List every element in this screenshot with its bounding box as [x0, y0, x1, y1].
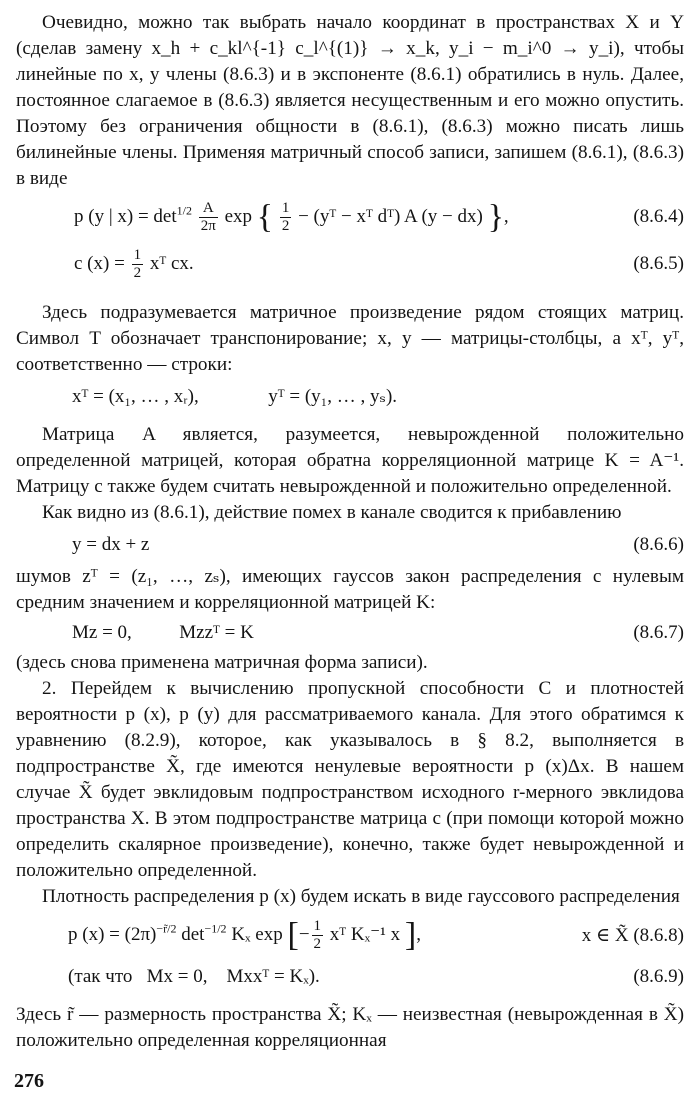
paragraph-2: Здесь подразумевается матричное произведение рядом стоящих матриц. Символ T обозначает транспонирование; x, y — матрицы-столбцы, а xᵀ, yᵀ, соответственно — строки: [16, 302, 684, 375]
paragraph-6: (здесь снова применена матричная форма записи). [16, 652, 428, 673]
equation-tag: (8.6.9) [633, 966, 684, 987]
equation-transposed-rows: xᵀ = (x₁, … , xᵣ), yᵀ = (y₁, … , yₛ). [72, 385, 398, 407]
paragraph-4: Как видно из (8.6.1), действие помех в канале сводится к прибавлению [42, 502, 622, 523]
equation-8-6-7: Mz = 0, Mzzᵀ = K (8.6.7) [72, 622, 684, 643]
fraction-one-half: $\frac{1}{2}$ [133, 246, 142, 281]
page-number: 276 [14, 1070, 44, 1092]
paragraph-5: шумов zᵀ = (z₁, …, zₛ), имеющих гауссов закон распределения с нулевым средним значением и корреляционной матрицей K: [16, 566, 684, 613]
paragraph-3: Матрица A является, разумеется, невырожденной положительно определенной матрицей, которая обратна корреляционной матрице K = A⁻¹. Матрицу c также будем считать невырожденной и положительно определенной. [16, 424, 684, 497]
page-body [16, 10, 684, 1054]
paragraph-9: Здесь r̃ — размерность пространства X̃; Kₓ — неизвестная (невырожденная в X̃) положительно определенная корреляционная [16, 1004, 684, 1051]
paragraph-1: Очевидно, можно так выбрать начало координат в пространствах X и Y (сделав замену x_h + c_kl^{-1} c_l^{(1)} → x_k, y_i − m_i^0 → y_i), чтобы линейные по x, y члены (8.6.3) и в экспоненте (8.6.1) обратились в нуль. Далее, постоянное слагаемое в (8.6.3) является несущественным и его можно опустить. Поэтому без ограничения общности в (8.6.1), (8.6.3) можно писать лишь билинейные члены. Применяя матричный способ записи, запишем (8.6.1), (8.6.3) в виде [16, 12, 684, 189]
equation-8-6-9: (так что Mx = 0, Mxxᵀ = Kₓ). (8.6.9) [68, 966, 684, 987]
equation-tag: (8.6.5) [633, 253, 684, 274]
equation-tag: x ∈ X̃ (8.6.8) [581, 924, 684, 946]
equation-tag: (8.6.4) [633, 206, 684, 227]
fraction-a-over-2pi: $\frac{A}{2\pi}$ [200, 199, 216, 234]
equation-8-6-4: p (y | $x) = \det^{1/2}$ $\frac{A}{2\pi}$ exp { $\frac{1}{2}$ − (yᵀ − xᵀ dᵀ) A (y − dx) }, (8.6.4) [74, 198, 684, 235]
fraction-one-half: $\frac{1}{2}$ [281, 199, 290, 234]
paragraph-8: Плотность распределения p (x) будем искать в виде гауссового распределения [42, 886, 680, 907]
equation-8-6-6: y = dx + z (8.6.6) [72, 534, 684, 555]
equation-8-6-5: c (x) = $\frac{1}{2}$ xᵀ cx. (8.6.5) [74, 246, 684, 281]
fraction-one-half: $\frac{1}{2}$ [313, 917, 322, 952]
equation-tag: (8.6.7) [633, 622, 684, 643]
equation-8-6-8: p $(x) = (2\pi)^{-r̃/2}$ $\det^{-1/2} K_x$ exp [− $\frac{1}{2}$ xᵀ Kₓ⁻¹ x ], x ∈ X̃ (8.6.8) [68, 916, 684, 953]
equation-tag: (8.6.6) [633, 534, 684, 555]
paragraph-7: 2. Перейдем к вычислению пропускной способности C и плотностей вероятности p (x), p (y) для рассматриваемого канала. Для этого обратимся к уравнению (8.2.9), которое, как указывалось в § 8.2, выполняется в подпространстве X̃, где имеются ненулевые вероятности p (x)Δx. В нашем случае X̃ будет эвклидовым подпространством исходного r-мерного эвклидова пространства X. В этом подпространстве матрица c (при помощи которой можно определить скалярное произведение), конечно, также будет невырожденной и положительно определенной. [16, 678, 684, 881]
